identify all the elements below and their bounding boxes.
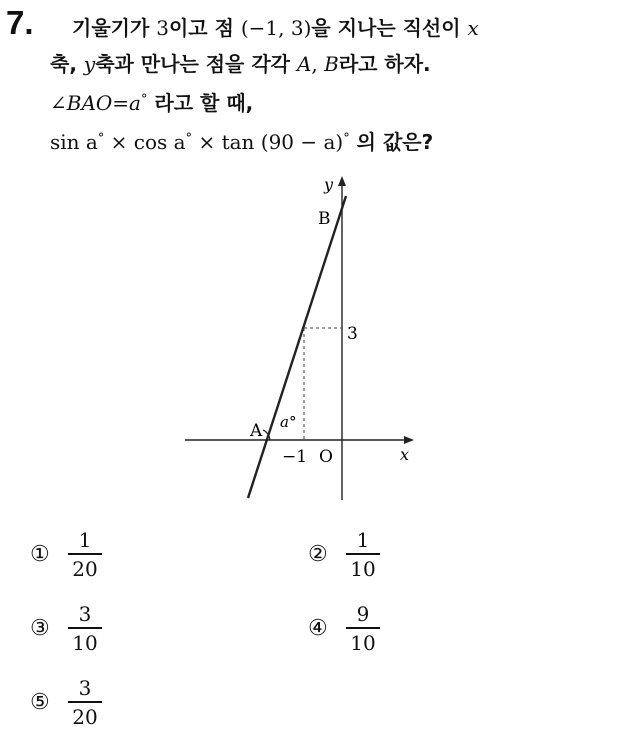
- choice-3[interactable]: [30, 602, 102, 655]
- choice-mark: ⑤: [30, 689, 50, 715]
- numerator: 3: [78, 676, 92, 700]
- coordinate-graph: [170, 168, 430, 508]
- origin-label: O: [319, 447, 333, 467]
- stem-text: 축,: [50, 52, 84, 76]
- numerator: 1: [356, 528, 370, 552]
- choice-2[interactable]: [308, 528, 380, 581]
- choice-fraction: [68, 676, 102, 729]
- y-axis-arrow: [338, 176, 346, 186]
- point-a-label: A: [250, 421, 263, 441]
- degree-mark: °: [185, 131, 193, 146]
- expr-tan: × tan (90 − a): [192, 130, 344, 154]
- stem-text: 이고 점: [168, 16, 241, 40]
- stem-line-4: [50, 121, 620, 160]
- denominator: 10: [350, 556, 376, 581]
- angle-definition: ∠BAO=a: [50, 91, 141, 115]
- var-a-point: A: [296, 52, 312, 76]
- choice-mark: ②: [308, 541, 328, 567]
- numerator: 3: [78, 602, 92, 626]
- stem-line-2: [50, 46, 620, 82]
- x-axis-label: x: [400, 445, 410, 464]
- choice-fraction: [68, 602, 102, 655]
- stem-text: ,: [311, 52, 325, 76]
- stem-text: 기울기가: [72, 16, 157, 40]
- denominator: 20: [72, 556, 98, 581]
- choice-mark: ④: [308, 615, 328, 641]
- choice-mark: ①: [30, 541, 50, 567]
- denominator: 10: [72, 630, 98, 655]
- choice-fraction: [68, 528, 102, 581]
- numerator: 9: [356, 602, 370, 626]
- stem-text: 의 값은?: [349, 130, 434, 154]
- var-y: y: [83, 52, 96, 76]
- stem-line-3: [50, 82, 620, 121]
- denominator: 20: [72, 704, 98, 729]
- stem-text: 라고 할 때,: [147, 91, 254, 115]
- stem-line-1: [50, 10, 620, 46]
- choice-fraction: [346, 602, 380, 655]
- var-x: x: [467, 16, 479, 40]
- choice-4[interactable]: [308, 602, 380, 655]
- tick-label-minus1: −1: [282, 447, 308, 467]
- angle-label: a°: [280, 413, 297, 431]
- choice-mark: ③: [30, 615, 50, 641]
- degree-mark: °: [97, 131, 105, 146]
- question-stem: [50, 10, 620, 160]
- var-b-point: B: [324, 52, 339, 76]
- x-axis-arrow: [404, 436, 414, 444]
- degree-mark: °: [343, 131, 350, 146]
- stem-text: 을 지나는 직선이: [311, 16, 468, 40]
- question-number: 7.: [6, 4, 34, 41]
- point-b-label: B: [318, 209, 331, 229]
- expr-cos: × cos a: [104, 130, 186, 154]
- y-axis-label: y: [324, 175, 334, 194]
- choice-1[interactable]: [30, 528, 102, 581]
- stem-text: 라고 하자.: [338, 52, 431, 76]
- tick-label-3: 3: [347, 324, 358, 344]
- stem-text: 축과 만나는 점을 각각: [95, 52, 297, 76]
- choice-5[interactable]: [30, 676, 102, 729]
- numerator: 1: [78, 528, 92, 552]
- slope-value: 3: [156, 16, 169, 40]
- denominator: 10: [350, 630, 376, 655]
- degree-mark: °: [140, 92, 148, 107]
- point-coordinates: (−1, 3): [240, 16, 312, 40]
- choice-fraction: [346, 528, 380, 581]
- expr-sin: sin a: [50, 130, 98, 154]
